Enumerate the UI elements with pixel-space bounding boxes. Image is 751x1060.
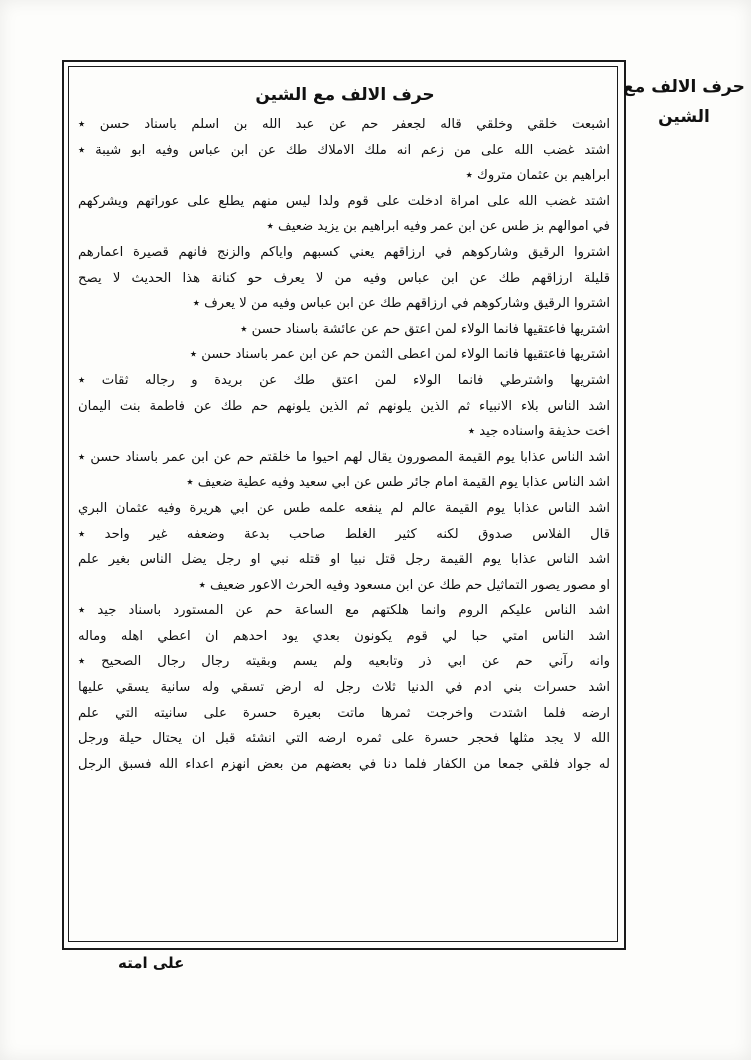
text-line: اخت حذيفة واسناده جيد ٭ [467, 424, 610, 440]
text-line: اشتروا الرقيق وشاركوهم في ارزاقهم يعني كسبهم واياكم والزنج فانهم قصيرة اعمارهم [78, 244, 610, 260]
text-line: اشد الناس امتي حبا لي قوم يكونون بعدي يود احدهم ان اعطي اهله وماله [78, 628, 610, 644]
text-line: اشتد غضب الله على من زعم انه ملك الاملاك طك عن ابن عباس وفيه ابو شيبة ٭ [78, 142, 610, 158]
catchword: على امته [118, 954, 185, 972]
text-line: اشد الناس عذابا يوم القيمة رجل قتل نبيا او قتله نبي او رجل يضل الناس بغير علم [78, 552, 610, 568]
text-line: اشد الناس بلاء الانبياء ثم الذين يلونهم ثم الذين يلونهم حم طك عن فاطمة بنت اليمان [78, 398, 610, 414]
chapter-heading: حرف الالف مع الشين [255, 85, 435, 105]
text-line: اشتريها فاعتقيها فانما الولاء لمن اعطى الثمن حم عن ابن عمر باسناد حسن ٭ [189, 347, 610, 363]
text-line: اشتد غضب الله على امراة ادخلت على قوم ولدا ليس منهم يطلع على عوراتهم ويشركهم [78, 193, 610, 209]
text-body [78, 112, 610, 777]
text-line: اشبعت خلقي وخلقي قاله لجعفر حم عن عبد الله بن اسلم باسناد حسن ٭ [78, 117, 610, 132]
text-line: او مصور يصور التماثيل حم طك عن ابن مسعود وفيه الحرث الاعور ضعيف ٭ [198, 577, 610, 593]
text-line: اشتريها فاعتقيها فانما الولاء لمن اعتق حم عن عائشة باسناد حسن ٭ [240, 321, 610, 337]
text-line: اشد الناس عذابا يوم القيمة المصورون يقال لهم احيوا ما خلقتم حم عن ابن عمر باسناد حسن ٭ [78, 449, 610, 465]
text-line: اشد الناس عذابا يوم القيمة امام جائر طس عن ابي سعيد وفيه عطية ضعيف ٭ [186, 475, 610, 491]
text-line: في اموالهم بز طس عن ابن عمر وفيه ابراهيم بن يزيد ضعيف ٭ [266, 219, 610, 235]
text-line: اشتريها واشترطي فانما الولاء لمن اعتق طك عن بريدة و رجاله ثقات ٭ [78, 372, 610, 388]
text-line: له جواد فلقي جمعا من الكفار فلما دنا في بعضهم من بعض انهزم اعداء الله فسبق الرجل [78, 756, 610, 772]
text-line: اشد حسرات بني ادم في الدنيا ثلاث رجل له ارض تسقي وله سانية يسقي عليها [78, 680, 610, 696]
text-line: اشتروا الرقيق وشاركوهم في ارزاقهم طك عن ابن عباس وفيه من لا يعرف ٭ [192, 296, 610, 312]
text-line: قال الفلاس صدوق لكنه كثير الغلط صاحب بدعة وضعفه غير واحد ٭ [78, 526, 610, 542]
margin-note: حرف الالف مع الشين [623, 77, 745, 127]
text-line: ارضه فلما اشتدت واخرجت ثمرها ماتت بعيرة حسرة على سانيته التي علم [78, 705, 610, 721]
text-line: قليلة ارزاقهم طك عن ابن عباس وفيه من لا يعرف حو كنانة هذا الحديث لا يصح [78, 270, 610, 286]
text-line: اشد الناس عليكم الروم وانما هلكتهم مع الساعة حم عن المستورد باسناد جيد ٭ [78, 603, 610, 619]
text-line: وانه رآني حم عن ابي ذر وتابعيه ولم يسم وبقيته رجال رجال الصحيح ٭ [78, 654, 610, 670]
text-line: ابراهيم بن عثمان متروك ٭ [465, 168, 610, 184]
text-line: اشد الناس عذابا يوم القيمة عالم لم ينفعه علمه طس عن ابي هريرة وفيه عثمان البري [78, 500, 610, 516]
text-line: الله لا يجد مثلها فحجر حسرة على ثمره ارضه التي انشئه قبل ان يحتال حيلة ورجل [78, 731, 610, 747]
